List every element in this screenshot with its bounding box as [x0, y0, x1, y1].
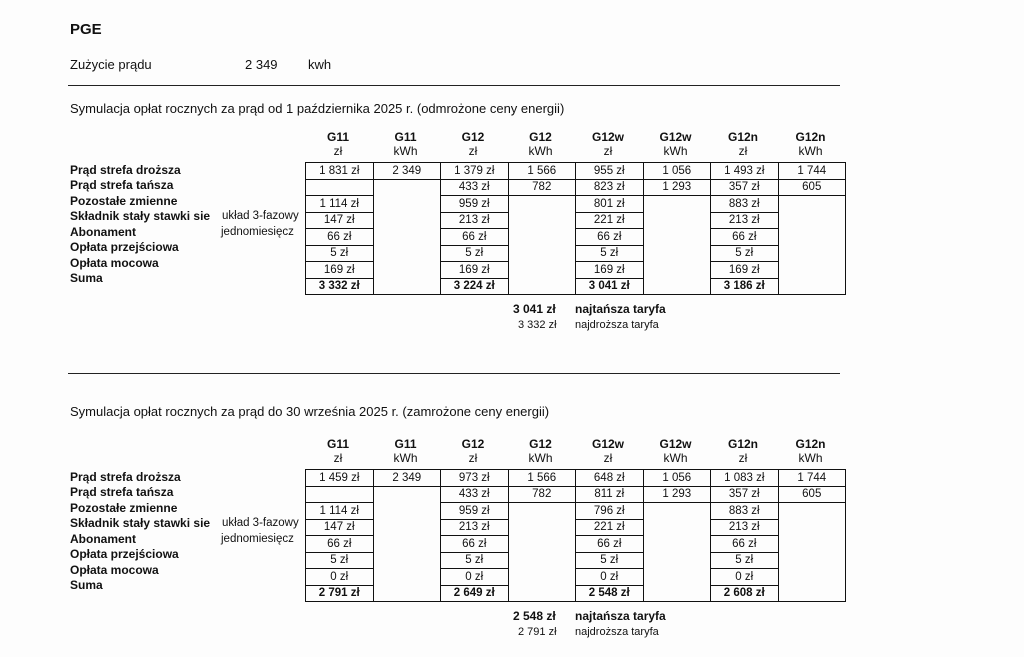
table-cell: [508, 245, 576, 262]
table-cell: 5 zł: [306, 552, 374, 569]
table-cell: 66 zł: [441, 536, 509, 553]
table-cell: [778, 245, 846, 262]
table-cell: [373, 196, 441, 213]
row-label: Prąd strefa tańsza: [70, 178, 174, 192]
tariff-unit: zł: [603, 144, 613, 158]
tariff-unit: zł: [333, 144, 343, 158]
table-row: [306, 212, 846, 229]
table-cell: [778, 503, 846, 520]
table-cell: 2 608 zł: [711, 585, 779, 602]
row-label: Opłata przejściowa: [70, 547, 179, 561]
table-cell: [373, 536, 441, 553]
tariff-code: G11: [394, 437, 417, 451]
table-cell: 5 zł: [576, 245, 644, 262]
tariff-code: G12w: [659, 437, 692, 451]
column-header: [575, 437, 641, 465]
table-cell: 169 zł: [711, 262, 779, 279]
table-row: [306, 278, 846, 295]
cheapest-value: 3 041 zł: [513, 302, 556, 316]
table-cell: 66 zł: [306, 229, 374, 246]
table-cell: [778, 212, 846, 229]
table-cell: [778, 196, 846, 213]
table-cell: [373, 262, 441, 279]
table-row: [306, 229, 846, 246]
row-sublabel: jednomiesięcz: [221, 532, 294, 545]
most-expensive-value: 2 791 zł: [518, 626, 557, 638]
table-cell: [643, 569, 711, 586]
table-cell: 959 zł: [441, 503, 509, 520]
table-cell: [508, 196, 576, 213]
table-cell: 801 zł: [576, 196, 644, 213]
table-cell: [508, 212, 576, 229]
table-row: [306, 262, 846, 279]
table-cell: 213 zł: [711, 212, 779, 229]
table-cell: 5 zł: [711, 245, 779, 262]
table-cell: [373, 278, 441, 295]
table-cell: 0 zł: [711, 569, 779, 586]
tariff-unit: zł: [738, 451, 748, 465]
table-cell: 1 083 zł: [711, 470, 779, 487]
table-cell: 796 zł: [576, 503, 644, 520]
table-cell: 1 566: [508, 163, 576, 180]
row-label: Prąd strefa droższa: [70, 162, 181, 177]
cheapest-label: najtańsza taryfa: [575, 302, 666, 316]
table-cell: 1 293: [643, 179, 711, 196]
table-cell: [778, 278, 846, 295]
tariff-unit: kWh: [663, 451, 688, 465]
table-cell: [643, 503, 711, 520]
table-cell: [778, 519, 846, 536]
table-cell: 823 zł: [576, 179, 644, 196]
table-cell: 5 zł: [306, 245, 374, 262]
table-cell: [643, 519, 711, 536]
table-cell: 0 zł: [441, 569, 509, 586]
table-cell: [508, 552, 576, 569]
table-cell: 213 zł: [711, 519, 779, 536]
table-cell: [508, 569, 576, 586]
column-header: [508, 130, 574, 158]
cheapest-value: 2 548 zł: [513, 609, 556, 623]
column-header: [508, 437, 574, 465]
table-cell: [373, 503, 441, 520]
section-caption: Symulacja opłat rocznych za prąd od 1 października 2025 r. (odmrożone ceny energii): [70, 101, 565, 116]
table-cell: 782: [508, 486, 576, 503]
tariff-unit: kWh: [528, 144, 553, 158]
table-cell: [778, 536, 846, 553]
table-cell: 955 zł: [576, 163, 644, 180]
table-cell: [508, 519, 576, 536]
table-cell: 3 332 zł: [306, 278, 374, 295]
row-sublabel: jednomiesięcz: [221, 225, 294, 238]
section-caption: Symulacja opłat rocznych za prąd do 30 września 2025 r. (zamrożone ceny energii): [70, 404, 550, 419]
table-row: [306, 163, 846, 180]
table-cell: 1 459 zł: [306, 470, 374, 487]
row-label: Suma: [70, 271, 103, 285]
table-cell: [643, 262, 711, 279]
table-cell: [508, 585, 576, 602]
table-cell: 66 zł: [576, 229, 644, 246]
table-cell: 433 zł: [441, 486, 509, 503]
table-cell: 66 zł: [441, 229, 509, 246]
company-title: PGE: [70, 21, 102, 38]
row-sublabel: układ 3-fazowy: [222, 210, 299, 222]
tariff-table: [305, 162, 846, 295]
row-label: Abonament: [70, 531, 136, 546]
table-cell: [508, 262, 576, 279]
table-row: [306, 585, 846, 602]
column-header: [778, 130, 844, 158]
table-cell: 213 zł: [441, 519, 509, 536]
table-cell: 2 548 zł: [576, 585, 644, 602]
table-cell: [643, 196, 711, 213]
column-header: [440, 437, 506, 465]
table-cell: 1 493 zł: [711, 163, 779, 180]
row-label: Prąd strefa tańsza: [70, 485, 174, 499]
table-row: [306, 486, 846, 503]
tariff-unit: zł: [738, 144, 748, 158]
table-cell: 1 056: [643, 163, 711, 180]
most-expensive-label: najdroższa taryfa: [575, 319, 659, 331]
table-row: [306, 470, 846, 487]
tariff-unit: zł: [603, 451, 613, 465]
row-label: Opłata mocowa: [70, 562, 159, 577]
table-row: [306, 503, 846, 520]
table-cell: 357 zł: [711, 486, 779, 503]
table-cell: 1 293: [643, 486, 711, 503]
column-header: [710, 130, 776, 158]
table-cell: 605: [778, 486, 846, 503]
table-cell: 3 186 zł: [711, 278, 779, 295]
table-row: [306, 536, 846, 553]
tariff-table: [305, 469, 846, 602]
table-row: [306, 245, 846, 262]
column-header: [373, 437, 439, 465]
table-row: [306, 569, 846, 586]
table-cell: 169 zł: [576, 262, 644, 279]
table-cell: [508, 536, 576, 553]
table-cell: 1 056: [643, 470, 711, 487]
tariff-code: G12n: [727, 130, 758, 144]
table-cell: 357 zł: [711, 179, 779, 196]
table-cell: 169 zł: [441, 262, 509, 279]
table-cell: [643, 552, 711, 569]
table-cell: [643, 229, 711, 246]
column-header: [710, 437, 776, 465]
table-cell: 605: [778, 179, 846, 196]
table-cell: 1 114 zł: [306, 196, 374, 213]
table-row: [306, 196, 846, 213]
table-row: [306, 552, 846, 569]
table-cell: 1 744: [778, 470, 846, 487]
row-label: Opłata mocowa: [70, 255, 159, 270]
table-cell: 2 349: [373, 163, 441, 180]
table-cell: 169 zł: [306, 262, 374, 279]
tariff-code: G12w: [591, 130, 624, 144]
table-cell: 973 zł: [441, 470, 509, 487]
column-header: [778, 437, 844, 465]
tariff-code: G11: [326, 130, 350, 144]
table-cell: 5 zł: [441, 552, 509, 569]
tariff-code: G12w: [659, 130, 692, 144]
table-cell: 2 649 zł: [441, 585, 509, 602]
table-cell: [643, 245, 711, 262]
table-cell: [306, 486, 374, 503]
table-cell: 883 zł: [711, 503, 779, 520]
table-cell: 433 zł: [441, 179, 509, 196]
table-cell: 66 zł: [306, 536, 374, 553]
table-cell: 1 744: [778, 163, 846, 180]
table-cell: 147 zł: [306, 519, 374, 536]
table-cell: 66 zł: [711, 536, 779, 553]
tariff-code: G12: [529, 437, 552, 451]
table-cell: [508, 278, 576, 295]
table-cell: 66 zł: [711, 229, 779, 246]
tariff-unit: zł: [333, 451, 343, 465]
table-cell: [778, 569, 846, 586]
most-expensive-label: najdroższa taryfa: [575, 626, 659, 638]
column-header: [643, 130, 709, 158]
table-cell: 147 zł: [306, 212, 374, 229]
table-cell: 0 zł: [306, 569, 374, 586]
cheapest-label: najtańsza taryfa: [575, 609, 666, 623]
tariff-unit: zł: [468, 144, 478, 158]
row-sublabel: układ 3-fazowy: [222, 517, 299, 529]
table-cell: [778, 262, 846, 279]
table-row: [306, 519, 846, 536]
table-cell: [643, 585, 711, 602]
table-cell: [778, 552, 846, 569]
row-label: Suma: [70, 578, 103, 592]
tariff-code: G12n: [727, 437, 758, 451]
tariff-code: G12w: [591, 437, 624, 451]
row-label: Składnik stały stawki sie: [70, 516, 211, 530]
row-label: Składnik stały stawki sie: [70, 209, 211, 223]
table-cell: 221 zł: [576, 519, 644, 536]
table-cell: [373, 585, 441, 602]
table-cell: 959 zł: [441, 196, 509, 213]
table-cell: [306, 179, 374, 196]
table-cell: 648 zł: [576, 470, 644, 487]
tariff-unit: kWh: [393, 144, 418, 158]
tariff-code: G12n: [795, 130, 826, 144]
table-cell: [373, 245, 441, 262]
divider-top: [68, 85, 840, 86]
table-cell: 3 224 zł: [441, 278, 509, 295]
column-header: [440, 130, 506, 158]
column-header: [305, 130, 371, 158]
table-cell: [373, 552, 441, 569]
tariff-code: G12n: [795, 437, 826, 451]
column-header: [643, 437, 709, 465]
table-cell: 811 zł: [576, 486, 644, 503]
divider-middle: [68, 373, 840, 374]
table-cell: [508, 229, 576, 246]
tariff-code: G12: [529, 130, 552, 144]
table-row: [306, 179, 846, 196]
column-header: [373, 130, 439, 158]
table-cell: 3 041 zł: [576, 278, 644, 295]
table-cell: [373, 229, 441, 246]
table-cell: 66 zł: [576, 536, 644, 553]
row-label: Prąd strefa droższa: [70, 469, 181, 484]
tariff-unit: kWh: [393, 451, 418, 465]
tariff-unit: kWh: [663, 144, 688, 158]
tariff-code: G11: [326, 437, 350, 451]
row-label: Opłata przejściowa: [70, 240, 179, 254]
table-cell: 5 zł: [576, 552, 644, 569]
tariff-code: G11: [394, 130, 417, 144]
consumption-value: 2 349: [245, 57, 278, 72]
table-cell: 1 379 zł: [441, 163, 509, 180]
table-cell: 883 zł: [711, 196, 779, 213]
table-cell: [643, 212, 711, 229]
table-cell: 213 zł: [441, 212, 509, 229]
table-cell: [643, 278, 711, 295]
table-cell: 1 831 zł: [306, 163, 374, 180]
table-cell: 0 zł: [576, 569, 644, 586]
table-cell: 2 349: [373, 470, 441, 487]
table-cell: [373, 569, 441, 586]
most-expensive-value: 3 332 zł: [518, 319, 557, 331]
consumption-label: Zużycie prądu: [70, 57, 152, 72]
table-cell: 2 791 zł: [306, 585, 374, 602]
row-label: Pozostałe zmienne: [70, 500, 178, 515]
table-cell: [373, 212, 441, 229]
row-label: Pozostałe zmienne: [70, 193, 178, 208]
table-cell: 1 114 zł: [306, 503, 374, 520]
table-cell: 782: [508, 179, 576, 196]
table-cell: [778, 585, 846, 602]
tariff-unit: kWh: [528, 451, 553, 465]
table-cell: [373, 486, 441, 503]
table-cell: [508, 503, 576, 520]
tariff-code: G12: [461, 130, 485, 144]
row-label: Abonament: [70, 224, 136, 239]
table-cell: 5 zł: [441, 245, 509, 262]
consumption-unit: kwh: [308, 57, 332, 72]
tariff-unit: kWh: [798, 144, 823, 158]
column-header: [575, 130, 641, 158]
column-header: [305, 437, 371, 465]
tariff-code: G12: [461, 437, 485, 451]
table-cell: [643, 536, 711, 553]
tariff-unit: kWh: [798, 451, 823, 465]
tariff-unit: zł: [468, 451, 478, 465]
table-cell: [373, 519, 441, 536]
table-cell: 1 566: [508, 470, 576, 487]
table-cell: [778, 229, 846, 246]
table-cell: [373, 179, 441, 196]
table-cell: 5 zł: [711, 552, 779, 569]
table-cell: 221 zł: [576, 212, 644, 229]
